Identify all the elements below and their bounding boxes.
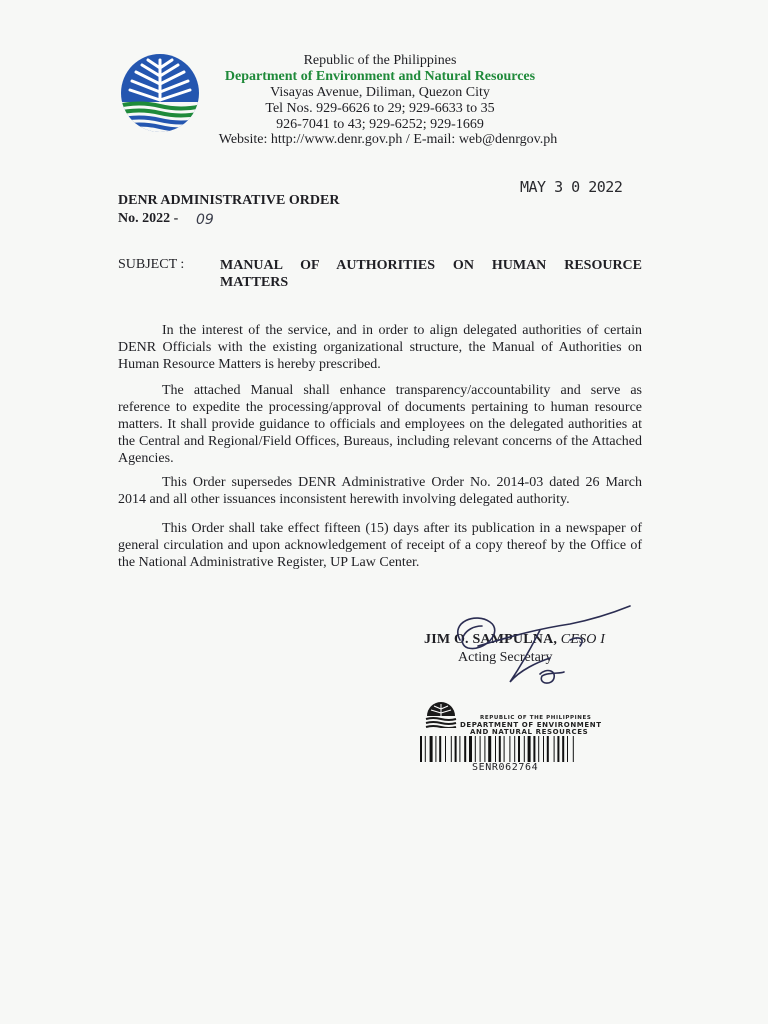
receipt-stamp-logo-icon	[424, 700, 458, 728]
letterhead-address: Visayas Avenue, Diliman, Quezon City	[270, 85, 490, 100]
barcode-number: SENR062764	[472, 762, 539, 773]
barcode-icon	[420, 736, 602, 762]
order-title: DENR ADMINISTRATIVE ORDER	[118, 193, 340, 208]
paragraph-3: This Order supersedes DENR Administrative Order No. 2014-03 dated 26 March 2014 and all other issuances inconsistent herewith involving delegated authority.	[118, 475, 642, 507]
paragraph-4: This Order shall take effect fifteen (15) days after its publication in a newspaper of general circulation and upon acknowledgement of receipt of a copy thereof by the Office of the National Administrative Register, UP Law Center.	[118, 521, 642, 570]
letterhead-republic: Republic of the Philippines	[303, 53, 457, 68]
paragraph-1: In the interest of the service, and in order to align delegated authorities of certain DENR Officials with the existing organizational structure, the Manual of Authorities on Human Resource Matters is hereby prescribed.	[118, 323, 642, 372]
receipt-stamp-line-1: REPUBLIC OF THE PHILIPPINES	[480, 715, 592, 721]
order-number-label: No. 2022 -	[118, 211, 179, 226]
date-stamp: MAY 3 0 2022	[520, 178, 623, 196]
letterhead-website: Website: http://www.denr.gov.ph / E-mail: web@denrgov.ph	[218, 132, 558, 147]
receipt-stamp-line-2: DEPARTMENT OF ENVIRONMENT	[460, 721, 602, 729]
signatory-name-text: JIM O. SAMPULNA,	[424, 632, 558, 647]
receipt-stamp-line-3: AND NATURAL RESOURCES	[470, 728, 589, 736]
letterhead-tel-2: 926-7041 to 43; 929-6252; 929-1669	[276, 117, 484, 132]
letterhead-tel-1: Tel Nos. 929-6626 to 29; 929-6633 to 35	[265, 101, 495, 116]
handwritten-signature-icon	[420, 600, 640, 700]
paragraph-2: The attached Manual shall enhance transparency/accountability and serve as reference to expedite the processing/approval of documents pertaining to human resource matters. It shall provide guidance to officials and employees on the delegated authorities at the Central and Regional/Field Offices, Bureaus, including relevant concerns of the Attached Agencies.	[118, 383, 642, 466]
order-number-handwritten: 09	[196, 212, 214, 228]
signatory-title: Acting Secretary	[458, 650, 553, 665]
subject-label: SUBJECT :	[118, 257, 185, 272]
signatory-ceso: CESO I	[560, 632, 606, 647]
subject-line-1: MANUAL OF AUTHORITIES ON HUMAN RESOURCE	[220, 258, 642, 273]
letterhead-department: Department of Environment and Natural Resources	[224, 69, 536, 84]
subject-line-2: MATTERS	[220, 275, 289, 290]
subject-text	[220, 257, 642, 291]
denr-logo-icon	[118, 52, 202, 134]
